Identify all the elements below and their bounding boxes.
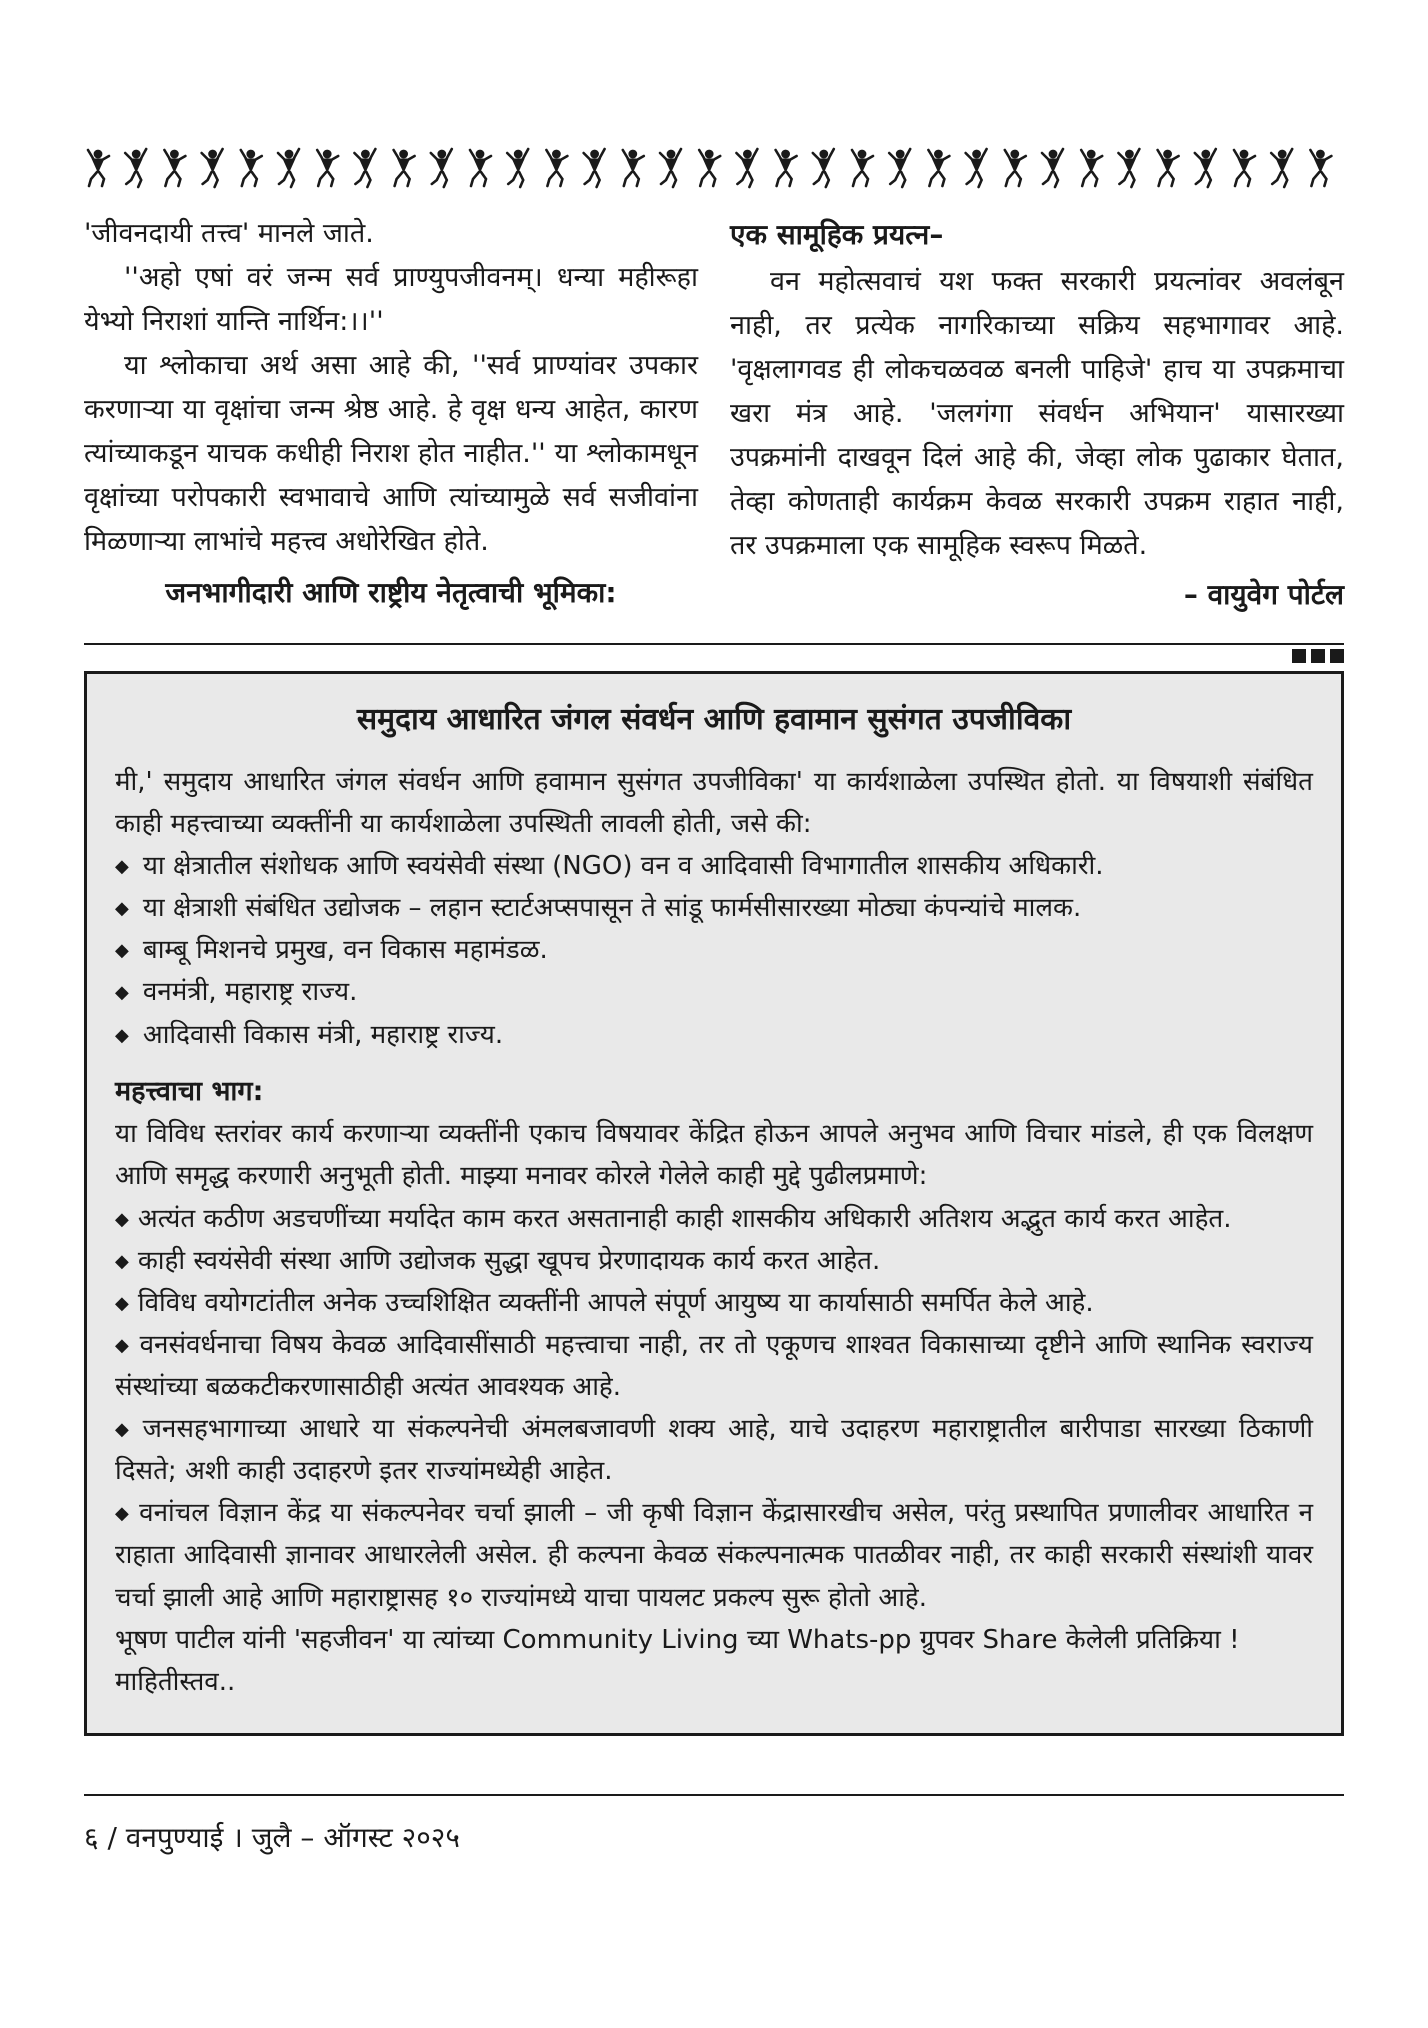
- report-subheading: महत्त्वाचा भाग:: [115, 1075, 264, 1107]
- end-square-icon: [1330, 649, 1344, 663]
- workshop-report-box: [84, 671, 1344, 1736]
- attendee-item: [115, 971, 1313, 1013]
- diamond-bullet-icon: ◆: [115, 1292, 129, 1314]
- section-end-squares: [84, 649, 1344, 663]
- section-heading-janbhagidari: जनभागीदारी आणि राष्ट्रीय नेतृत्वाची भूमिका:: [165, 576, 617, 609]
- observations-intro: या विविध स्तरांवर कार्य करणाऱ्या व्यक्तींनी एकाच विषयावर केंद्रित होऊन आपले अनुभव आणि विचार मांडले, ही एक विलक्षण आणि समृद्ध करणारी अनुभूती होती. माझ्या मनावर कोरले गेलेले काही मुद्दे पुढीलप्रमाणे:: [115, 1119, 1313, 1192]
- diamond-bullet-icon: ◆: [115, 898, 129, 920]
- observation-text: काही स्वयंसेवी संस्था आणि उद्योजक सुद्धा खूपच प्रेरणादायक कार्य करत आहेत.: [137, 1245, 881, 1276]
- left-paragraph-1: 'जीवनदायी तत्त्व' मानले जाते.: [84, 218, 374, 249]
- footer-page-info: ६ / वनपुण्याई । जुलै – ऑगस्ट २०२५: [84, 1820, 460, 1854]
- report-closing-note: भूषण पाटील यांनी 'सहजीवन' या त्यांच्या Community Living च्या Whats-pp ग्रुपवर Share केलेली प्रतिक्रिया !: [115, 1624, 1240, 1655]
- observation-item: [115, 1324, 1313, 1408]
- left-paragraph-3: या श्लोकाचा अर्थ असा आहे की, ''सर्व प्राण्यांवर उपकार करणाऱ्या या वृक्षांचा जन्म श्रेष्ठ आहे. हे वृक्ष धन्य आहेत, कारण त्यांच्याकडून याचक कधीही निराश होत नाहीत.'' या श्लोकामधून वृक्षांच्या परोपकारी स्वभावाचे आणि त्यांच्यामुळे सर्व सजीवांना मिळणाऱ्या लाभांचे महत्त्व अधोरेखित होते.: [84, 350, 698, 557]
- attendee-item: [115, 887, 1313, 929]
- attendee-text: या क्षेत्रातील संशोधक आणि स्वयंसेवी संस्था (NGO) वन व आदिवासी विभागातील शासकीय अधिकारी.: [142, 851, 1104, 882]
- end-square-icon: [1311, 649, 1325, 663]
- diamond-bullet-icon: ◆: [115, 1208, 129, 1230]
- diamond-bullet-icon: ◆: [115, 1503, 131, 1525]
- article-right-column: [730, 212, 1344, 617]
- attendee-text: बाम्बू मिशनचे प्रमुख, वन विकास महामंडळ.: [142, 935, 548, 966]
- attendee-item: [115, 929, 1313, 971]
- observation-text: अत्यंत कठीण अडचणींच्या मर्यादेत काम करत असतानाही काही शासकीय अधिकारी अतिशय अद्भुत कार्य करत आहेत.: [137, 1203, 1232, 1234]
- article-columns: [84, 212, 1344, 617]
- attendee-text: वनमंत्री, महाराष्ट्र राज्य.: [142, 977, 358, 1008]
- attendee-text: या क्षेत्राशी संबंधित उद्योजक – लहान स्टार्टअप्सपासून ते सांडू फार्मसीसारख्या मोठ्या कंपन्यांचे मालक.: [142, 893, 1082, 924]
- report-title: समुदाय आधारित जंगल संवर्धन आणि हवामान सुसंगत उपजीविका: [356, 702, 1072, 738]
- observation-item: [115, 1492, 1313, 1618]
- observation-text: वनसंवर्धनाचा विषय केवळ आदिवासींसाठी महत्त्वाचा नाही, तर तो एकूणच शाश्वत विकासाच्या दृष्टीने आणि स्थानिक स्वराज्य संस्थांच्या बळकटीकरणासाठीही अत्यंत आवश्यक आहे.: [115, 1329, 1314, 1402]
- report-closing-note-2: माहितीस्तव..: [115, 1666, 236, 1697]
- attendee-item: [115, 845, 1313, 887]
- observation-text: जनसहभागाच्या आधारे या संकल्पनेची अंमलबजावणी शक्य आहे, याचे उदाहरण महाराष्ट्रातील बारीपाडा सारख्या ठिकाणी दिसते; अशी काही उदाहरणे इतर राज्यांमध्येही आहेत.: [115, 1414, 1314, 1487]
- diamond-bullet-icon: ◆: [115, 940, 129, 962]
- section-divider-rule: [84, 643, 1344, 645]
- warli-dancers-border: [84, 142, 1344, 190]
- observation-item: [115, 1408, 1313, 1492]
- diamond-bullet-icon: ◆: [115, 856, 129, 878]
- diamond-bullet-icon: ◆: [115, 1334, 131, 1356]
- diamond-bullet-icon: ◆: [115, 982, 129, 1004]
- attendee-text: आदिवासी विकास मंत्री, महाराष्ट्र राज्य.: [142, 1019, 504, 1050]
- article-left-column: [84, 212, 698, 617]
- byline-vayuveg-portal: – वायुवेग पोर्टल: [1183, 577, 1344, 611]
- observation-text: वनांचल विज्ञान केंद्र या संकल्पनेवर चर्चा झाली – जी कृषी विज्ञान केंद्रासारखीच असेल, परंतु प्रस्थापित प्रणालीवर आधारित न राहाता आदिवासी ज्ञानावर आधारलेली असेल. ही कल्पना केवळ संकल्पनात्मक पातळीवर नाही, तर काही सरकारी संस्थांशी यावर चर्चा झाली आहे आणि महाराष्ट्रासह १० राज्यांमध्ये याचा पायलट प्रकल्प सुरू होतो आहे.: [115, 1498, 1314, 1613]
- right-paragraph: वन महोत्सवाचं यश फक्त सरकारी प्रयत्नांवर अवलंबून नाही, तर प्रत्येक नागरिकाच्या सक्रिय सहभागावर आहे. 'वृक्षलागवड ही लोकचळवळ बनली पाहिजे' हाच या उपक्रमाचा खरा मंत्र आहे. 'जलगंगा संवर्धन अभियान' यासारख्या उपक्रमांनी दाखवून दिलं आहे की, जेव्हा लोक पुढाकार घेतात, तेव्हा कोणताही कार्यक्रम केवळ सरकारी उपक्रम राहात नाही, तर उपक्रमाला एक सामूहिक स्वरूप मिळते.: [730, 265, 1344, 561]
- end-square-icon: [1292, 649, 1306, 663]
- section-heading-samuhik-prayatna: एक सामूहिक प्रयत्न–: [730, 218, 944, 251]
- observation-item: [115, 1240, 1313, 1282]
- warli-dancers-svg: [84, 142, 1344, 190]
- footer-rule: [84, 1794, 1344, 1796]
- diamond-bullet-icon: ◆: [115, 1250, 129, 1272]
- attendee-item: [115, 1014, 1313, 1056]
- report-intro: मी,' समुदाय आधारित जंगल संवर्धन आणि हवामान सुसंगत उपजीविका' या कार्यशाळेला उपस्थित होतो. या विषयाशी संबंधित काही महत्त्वाच्या व्यक्तींनी या कार्यशाळेला उपस्थिती लावली होती, जसे की:: [115, 766, 1313, 839]
- observation-item: [115, 1198, 1313, 1240]
- diamond-bullet-icon: ◆: [115, 1419, 134, 1441]
- observation-text: विविध वयोगटांतील अनेक उच्चशिक्षित व्यक्तींनी आपले संपूर्ण आयुष्य या कार्यासाठी समर्पित केले आहे.: [137, 1287, 1094, 1318]
- diamond-bullet-icon: ◆: [115, 1024, 129, 1046]
- observation-item: [115, 1282, 1313, 1324]
- left-paragraph-2-shloka: ''अहो एषां वरं जन्म सर्व प्राण्युपजीवनम्। धन्या महीरूहा येभ्यो निराशां यान्ति नार्थिन:।।'': [84, 262, 698, 337]
